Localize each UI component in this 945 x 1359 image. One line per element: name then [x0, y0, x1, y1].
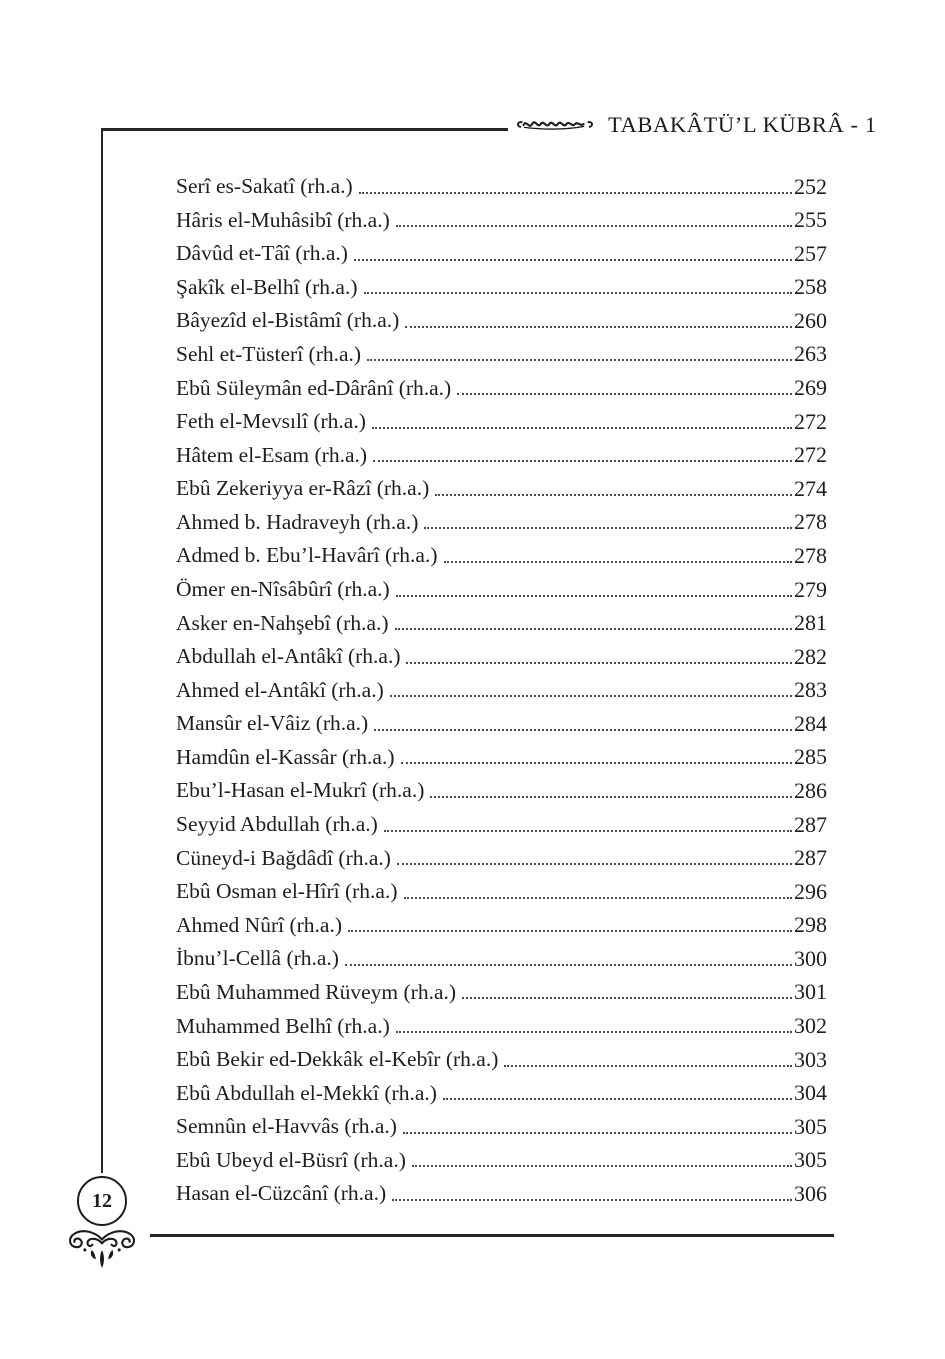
toc-entry	[176, 303, 827, 337]
toc-entry-page: 305	[794, 1113, 827, 1139]
toc-entry-page: 283	[794, 677, 827, 703]
toc-entry-name: Ebû Muhammed Rüveym (rh.a.)	[176, 979, 457, 1004]
toc-entry-name: Ahmed el-Antâkî (rh.a.)	[176, 677, 384, 702]
page-number: 12	[92, 1189, 112, 1212]
toc-entry-page: 300	[794, 945, 827, 971]
toc-entry-page: 282	[794, 643, 827, 669]
dot-leader	[457, 393, 792, 395]
dot-leader	[372, 427, 792, 429]
toc-entry	[176, 975, 827, 1009]
dot-leader	[373, 460, 792, 462]
dot-leader	[359, 192, 792, 194]
toc-entry-name: Admed b. Ebu’l-Havârî (rh.a.)	[176, 543, 438, 568]
toc-entry-name: Ahmed b. Hadraveyh (rh.a.)	[176, 509, 419, 534]
toc-entry-name: Ebû Ubeyd el-Büsrî (rh.a.)	[176, 1147, 406, 1172]
toc-entry-name: Ömer en-Nîsâbûrî (rh.a.)	[176, 577, 390, 602]
toc-entry-page: 302	[794, 1013, 827, 1039]
dot-leader	[405, 326, 792, 328]
toc-entry-page: 296	[794, 878, 827, 904]
toc-entry-page: 272	[794, 408, 827, 434]
toc-entry-page: 301	[794, 979, 827, 1005]
dot-leader	[462, 997, 792, 999]
dot-leader	[396, 595, 792, 597]
toc-entry	[176, 236, 827, 270]
toc-entry	[176, 639, 827, 673]
toc-entry	[176, 203, 827, 237]
dot-leader	[406, 662, 792, 664]
footer-rule	[150, 1234, 834, 1237]
dot-leader	[404, 897, 793, 899]
toc-entry	[176, 874, 827, 908]
toc-entry-name: Ebu’l-Hasan el-Mukrî (rh.a.)	[176, 778, 425, 803]
toc-entry-name: Hâtem el-Esam (rh.a.)	[176, 442, 368, 467]
toc-entry-page: 306	[794, 1180, 827, 1206]
toc-entry-name: Sehl et-Tüsterî (rh.a.)	[176, 341, 362, 366]
toc-entry	[176, 370, 827, 404]
dot-leader	[430, 796, 792, 798]
toc-entry-page: 284	[794, 710, 827, 736]
dot-leader	[390, 695, 792, 697]
toc-entry-name: Semnûn el-Havvâs (rh.a.)	[176, 1114, 397, 1139]
dot-leader	[504, 1065, 792, 1067]
toc-entry-name: Hâris el-Muhâsibî (rh.a.)	[176, 207, 390, 232]
page-number-badge	[77, 1176, 127, 1226]
toc-entry	[176, 673, 827, 707]
toc-entry-page: 258	[794, 274, 827, 300]
dot-leader	[396, 225, 792, 227]
toc-entry	[176, 404, 827, 438]
toc-entry	[176, 505, 827, 539]
dot-leader	[367, 359, 792, 361]
toc-entry-name: Serî es-Sakatî (rh.a.)	[176, 174, 353, 199]
toc-entry-page: 305	[794, 1147, 827, 1173]
dot-leader	[384, 830, 792, 832]
toc-entry	[176, 807, 827, 841]
toc-entry-name: Feth el-Mevsılî (rh.a.)	[176, 409, 366, 434]
toc-entry	[176, 169, 827, 203]
margin-vertical-rule	[101, 128, 103, 1173]
toc-entry	[176, 1109, 827, 1143]
toc-entry-page: 285	[794, 744, 827, 770]
toc-entry-name: Hamdûn el-Kassâr (rh.a.)	[176, 744, 395, 769]
toc-entry	[176, 538, 827, 572]
toc-entry-name: Seyyid Abdullah (rh.a.)	[176, 812, 378, 837]
toc-entry-page: 278	[794, 542, 827, 568]
toc-entry-page: 281	[794, 610, 827, 636]
toc-entry-name: Abdullah el-Antâkî (rh.a.)	[176, 644, 401, 669]
toc-entry-name: İbnu’l-Cellâ (rh.a.)	[176, 946, 339, 971]
toc-entry	[176, 572, 827, 606]
toc-entry-page: 304	[794, 1080, 827, 1106]
toc-entry	[176, 1143, 827, 1177]
toc-entry-name: Ebû Bekir ed-Dekkâk el-Kebîr (rh.a.)	[176, 1047, 499, 1072]
toc-entry	[176, 1076, 827, 1110]
page-header	[514, 111, 877, 139]
dot-leader	[401, 762, 793, 764]
toc-entry-name: Bâyezîd el-Bistâmî (rh.a.)	[176, 308, 400, 333]
dot-leader	[412, 1165, 792, 1167]
toc-entry-name: Şakîk el-Belhî (rh.a.)	[176, 274, 358, 299]
toc-entry-page: 272	[794, 442, 827, 468]
header-rule	[101, 128, 508, 131]
toc-entry-name: Ahmed Nûrî (rh.a.)	[176, 912, 342, 937]
toc-entry-page: 260	[794, 307, 827, 333]
toc-entry-name: Mansûr el-Vâiz (rh.a.)	[176, 711, 369, 736]
toc-entry-name: Ebû Süleymân ed-Dârânî (rh.a.)	[176, 375, 452, 400]
toc-entry-page: 257	[794, 240, 827, 266]
dot-leader	[443, 1098, 792, 1100]
toc-entry-name: Cüneyd-i Bağdâdî (rh.a.)	[176, 845, 391, 870]
toc-entry-name: Dâvûd et-Tâî (rh.a.)	[176, 241, 348, 266]
toc-entry	[176, 270, 827, 304]
dot-leader	[364, 292, 792, 294]
dot-leader	[395, 628, 792, 630]
toc-entry	[176, 471, 827, 505]
running-header-title: TABAKÂTÜ’L KÜBRÂ - 1	[608, 112, 877, 137]
toc-entry-name: Asker en-Nahşebî (rh.a.)	[176, 610, 389, 635]
toc-entry-page: 287	[794, 845, 827, 871]
toc-entry	[176, 908, 827, 942]
dot-leader	[392, 1199, 792, 1201]
toc-entry	[176, 438, 827, 472]
toc-entry-name: Ebû Zekeriyya er-Râzî (rh.a.)	[176, 476, 430, 501]
dot-leader	[374, 729, 792, 731]
toc-entry-page: 263	[794, 341, 827, 367]
toc-entry-name: Ebû Osman el-Hîrî (rh.a.)	[176, 879, 398, 904]
toc-entry-page: 278	[794, 509, 827, 535]
dot-leader	[403, 1132, 792, 1134]
toc-list	[176, 169, 827, 1210]
toc-entry-page: 274	[794, 475, 827, 501]
calligraphy-divider-icon	[514, 116, 596, 134]
floral-flourish-icon	[62, 1227, 142, 1276]
toc-entry-page: 298	[794, 912, 827, 938]
toc-entry	[176, 606, 827, 640]
dot-leader	[444, 561, 793, 563]
toc-entry-page: 286	[794, 777, 827, 803]
toc-entry-page: 255	[794, 207, 827, 233]
toc-entry	[176, 337, 827, 371]
dot-leader	[354, 259, 792, 261]
toc-entry-page: 303	[794, 1046, 827, 1072]
dot-leader	[396, 1031, 792, 1033]
dot-leader	[424, 527, 792, 529]
toc-entry-name: Ebû Abdullah el-Mekkî (rh.a.)	[176, 1080, 437, 1105]
toc-entry-page: 287	[794, 811, 827, 837]
dot-leader	[345, 964, 792, 966]
toc-entry-page: 252	[794, 173, 827, 199]
toc-entry	[176, 740, 827, 774]
toc-entry	[176, 1008, 827, 1042]
toc-entry	[176, 1042, 827, 1076]
dot-leader	[435, 494, 792, 496]
toc-entry-name: Muhammed Belhî (rh.a.)	[176, 1013, 390, 1038]
toc-entry	[176, 1176, 827, 1210]
toc-entry-name: Hasan el-Cüzcânî (rh.a.)	[176, 1181, 387, 1206]
toc-entry	[176, 941, 827, 975]
dot-leader	[397, 863, 792, 865]
toc-entry-page: 279	[794, 576, 827, 602]
toc-entry	[176, 841, 827, 875]
toc-entry-page: 269	[794, 375, 827, 401]
toc-entry	[176, 706, 827, 740]
toc-entry	[176, 773, 827, 807]
dot-leader	[348, 930, 792, 932]
